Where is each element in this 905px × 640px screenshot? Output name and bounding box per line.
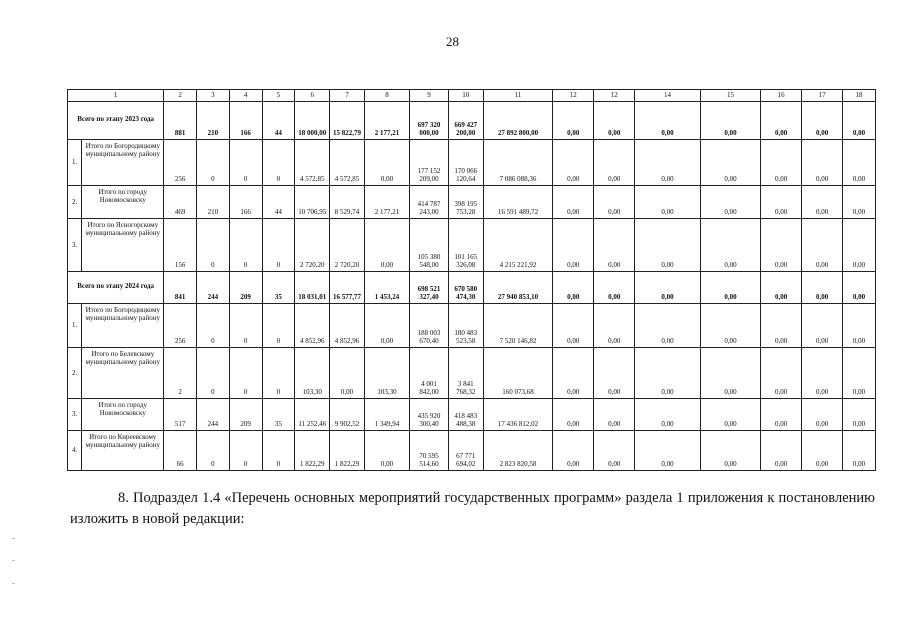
margin-mark xyxy=(12,560,15,561)
table-cell: 35 xyxy=(262,399,295,431)
table-cell: 11 252,46 xyxy=(295,399,330,431)
table-cell: 414 787 243,00 xyxy=(409,186,448,219)
margin-mark xyxy=(12,583,15,584)
table-cell: 44 xyxy=(262,186,295,219)
table-row xyxy=(68,186,876,219)
table-cell: 0,00 xyxy=(635,348,701,399)
table-cell: 0,00 xyxy=(700,272,760,304)
table-cell: 0,00 xyxy=(802,219,843,272)
table-cell: 27 940 853,10 xyxy=(483,272,553,304)
table-cell: 0,00 xyxy=(843,348,876,399)
column-header: 16 xyxy=(761,90,802,102)
table-cell: 4 001 842,00 xyxy=(409,348,448,399)
table-cell: 7 086 088,36 xyxy=(483,140,553,186)
table-cell: 101 165 326,08 xyxy=(448,219,483,272)
table-cell: 103,30 xyxy=(295,348,330,399)
table-cell: 0,00 xyxy=(594,304,635,348)
table-cell: 0,00 xyxy=(635,272,701,304)
table-cell: 244 xyxy=(197,399,230,431)
table-cell: 0,00 xyxy=(802,140,843,186)
column-header: 12 xyxy=(553,90,594,102)
row-name: Всего по этапу 2024 года xyxy=(68,272,164,304)
table-cell: 697 320 000,00 xyxy=(409,102,448,140)
table-cell: 1 822,29 xyxy=(330,431,365,471)
table-cell: 1 349,94 xyxy=(364,399,409,431)
table-cell: 0 xyxy=(229,140,262,186)
column-header: 18 xyxy=(843,90,876,102)
margin-mark xyxy=(12,538,15,539)
total-row xyxy=(68,102,876,140)
table-cell: 177 152 209,00 xyxy=(409,140,448,186)
table-cell: 0,00 xyxy=(594,399,635,431)
table-cell: 0,00 xyxy=(635,399,701,431)
page-number: 28 xyxy=(446,34,459,49)
table-row xyxy=(68,399,876,431)
table-cell: 0,00 xyxy=(802,399,843,431)
table-cell: 8 529,74 xyxy=(330,186,365,219)
table-cell: 0,00 xyxy=(761,272,802,304)
table-cell: 0,00 xyxy=(761,304,802,348)
table-cell: 7 520 146,82 xyxy=(483,304,553,348)
table-cell: 0,00 xyxy=(700,304,760,348)
column-header: 17 xyxy=(802,90,843,102)
table-cell: 0,00 xyxy=(635,186,701,219)
table-cell: 4 572,85 xyxy=(330,140,365,186)
table-cell: 0,00 xyxy=(700,219,760,272)
table-cell: 0 xyxy=(229,348,262,399)
table-cell: 0,00 xyxy=(843,399,876,431)
row-number: 1. xyxy=(68,304,82,348)
table-cell: 160 073,68 xyxy=(483,348,553,399)
table-cell: 0,00 xyxy=(553,304,594,348)
table-row xyxy=(68,431,876,471)
table-cell: 0,00 xyxy=(594,186,635,219)
row-number: 2. xyxy=(68,186,82,219)
table-cell: 0 xyxy=(197,431,230,471)
table-cell: 517 xyxy=(164,399,197,431)
table-cell: 0,00 xyxy=(761,140,802,186)
table-cell: 188 003 670,40 xyxy=(409,304,448,348)
table-cell: 0 xyxy=(262,140,295,186)
table-cell: 1 822,29 xyxy=(295,431,330,471)
table-cell: 0,00 xyxy=(594,140,635,186)
table-cell: 10 706,95 xyxy=(295,186,330,219)
table-cell: 0 xyxy=(197,304,230,348)
table-cell: 0,00 xyxy=(553,219,594,272)
table-cell: 2 xyxy=(164,348,197,399)
table-cell: 2 177,21 xyxy=(364,186,409,219)
table-cell: 0 xyxy=(197,140,230,186)
table-cell: 0,00 xyxy=(843,186,876,219)
row-number: 1. xyxy=(68,140,82,186)
column-header: 1 xyxy=(68,90,164,102)
table-cell: 0 xyxy=(262,219,295,272)
table-cell: 0,00 xyxy=(761,399,802,431)
table-cell: 2 720,20 xyxy=(330,219,365,272)
table-cell: 70 595 514,60 xyxy=(409,431,448,471)
table-cell: 105 380 548,00 xyxy=(409,219,448,272)
table-cell: 18 031,01 xyxy=(295,272,330,304)
table-cell: 0,00 xyxy=(802,102,843,140)
table-cell: 256 xyxy=(164,304,197,348)
table-cell: 256 xyxy=(164,140,197,186)
table-cell: 2 720,20 xyxy=(295,219,330,272)
table-cell: 0,00 xyxy=(700,348,760,399)
table-cell: 0,00 xyxy=(843,272,876,304)
column-header: 9 xyxy=(409,90,448,102)
row-name: Итого по городу Новомосковску xyxy=(82,399,164,431)
total-row xyxy=(68,272,876,304)
column-header: 5 xyxy=(262,90,295,102)
row-name: Всего по этапу 2023 года xyxy=(68,102,164,140)
row-number: 3. xyxy=(68,219,82,272)
table-cell: 0,00 xyxy=(553,348,594,399)
table-cell: 841 xyxy=(164,272,197,304)
table-cell: 0,00 xyxy=(843,102,876,140)
table-cell: 16 577,77 xyxy=(330,272,365,304)
table-cell: 0 xyxy=(262,348,295,399)
row-name: Итого по Киреевскому муниципальному району xyxy=(82,431,164,471)
column-header: 8 xyxy=(364,90,409,102)
table-cell: 2 823 820,58 xyxy=(483,431,553,471)
table-cell: 0 xyxy=(229,304,262,348)
table-cell: 209 xyxy=(229,399,262,431)
table-cell: 44 xyxy=(262,102,295,140)
table-cell: 0,00 xyxy=(761,219,802,272)
row-name: Итого по городу Новомосковску xyxy=(82,186,164,219)
row-number: 2. xyxy=(68,348,82,399)
row-name: Итого по Белевскому муниципальному району xyxy=(82,348,164,399)
table-cell: 3 841 768,32 xyxy=(448,348,483,399)
table-cell: 0,00 xyxy=(843,431,876,471)
column-header: 11 xyxy=(483,90,553,102)
table-cell: 0,00 xyxy=(761,348,802,399)
table-cell: 0,00 xyxy=(594,219,635,272)
table-cell: 0,00 xyxy=(843,219,876,272)
table-cell: 0 xyxy=(229,219,262,272)
table-cell: 4 852,96 xyxy=(295,304,330,348)
table-cell: 670 580 474,30 xyxy=(448,272,483,304)
row-number: 3. xyxy=(68,399,82,431)
table-cell: 244 xyxy=(197,272,230,304)
table-cell: 881 xyxy=(164,102,197,140)
body-paragraph: 8. Подраздел 1.4 «Перечень основных мероприятий государственных программ» раздела 1 приложения к постановлению изложить в новой редакции: xyxy=(70,490,875,527)
table-cell: 166 xyxy=(229,186,262,219)
table-cell: 18 000,00 xyxy=(295,102,330,140)
table-cell: 156 xyxy=(164,219,197,272)
column-header: 4 xyxy=(229,90,262,102)
table-cell: 35 xyxy=(262,272,295,304)
table-cell: 27 892 800,00 xyxy=(483,102,553,140)
table-cell: 435 920 300,40 xyxy=(409,399,448,431)
table-cell: 0,00 xyxy=(761,431,802,471)
table-header-row xyxy=(68,90,876,102)
table-cell: 0,00 xyxy=(594,348,635,399)
table-cell: 0,00 xyxy=(700,140,760,186)
table-cell: 0,00 xyxy=(594,102,635,140)
table-cell: 0,00 xyxy=(594,272,635,304)
table-cell: 0,00 xyxy=(843,140,876,186)
table-cell: 15 822,79 xyxy=(330,102,365,140)
table-cell: 0,00 xyxy=(700,431,760,471)
table-cell: 0,00 xyxy=(594,431,635,471)
table-cell: 398 195 753,28 xyxy=(448,186,483,219)
table-row xyxy=(68,348,876,399)
table-cell: 4 215 221,92 xyxy=(483,219,553,272)
table-cell: 0,00 xyxy=(843,304,876,348)
table-cell: 0,00 xyxy=(364,219,409,272)
table-cell: 0,00 xyxy=(761,186,802,219)
column-header: 3 xyxy=(197,90,230,102)
table-cell: 0,00 xyxy=(330,348,365,399)
table-cell: 0,00 xyxy=(364,431,409,471)
table-cell: 418 483 488,38 xyxy=(448,399,483,431)
table-cell: 166 xyxy=(229,102,262,140)
table-cell: 669 427 200,00 xyxy=(448,102,483,140)
table-cell: 0 xyxy=(229,431,262,471)
table-cell: 9 902,52 xyxy=(330,399,365,431)
column-header: 10 xyxy=(448,90,483,102)
row-name: Итого по Ясногорскому муниципальному району xyxy=(82,219,164,272)
table-cell: 0,00 xyxy=(364,304,409,348)
table-cell: 4 852,96 xyxy=(330,304,365,348)
column-header: 2 xyxy=(164,90,197,102)
table-cell: 0,00 xyxy=(635,219,701,272)
row-name: Итого по Богородицкому муниципальному району xyxy=(82,140,164,186)
table-cell: 0,00 xyxy=(553,140,594,186)
table-cell: 2 177,21 xyxy=(364,102,409,140)
table-cell: 0,00 xyxy=(802,348,843,399)
table-cell: 0,00 xyxy=(553,399,594,431)
table-cell: 103,30 xyxy=(364,348,409,399)
table-cell: 1 453,24 xyxy=(364,272,409,304)
table-cell: 17 436 812,02 xyxy=(483,399,553,431)
column-header: 12 xyxy=(594,90,635,102)
table-cell: 0,00 xyxy=(553,102,594,140)
table-cell: 0 xyxy=(262,304,295,348)
table-cell: 210 xyxy=(197,102,230,140)
column-header: 7 xyxy=(330,90,365,102)
table-cell: 0,00 xyxy=(700,399,760,431)
table-cell: 209 xyxy=(229,272,262,304)
table-cell: 0,00 xyxy=(761,102,802,140)
table-cell: 4 572,85 xyxy=(295,140,330,186)
table-cell: 67 771 694,02 xyxy=(448,431,483,471)
row-number: 4. xyxy=(68,431,82,471)
row-name: Итого по Богородицкому муниципальному району xyxy=(82,304,164,348)
table-row xyxy=(68,219,876,272)
table-cell: 0,00 xyxy=(700,102,760,140)
data-table xyxy=(67,89,876,471)
table-cell: 698 521 327,40 xyxy=(409,272,448,304)
table-cell: 0 xyxy=(262,431,295,471)
table-cell: 0,00 xyxy=(553,272,594,304)
table-cell: 16 591 489,72 xyxy=(483,186,553,219)
table-cell: 0 xyxy=(197,348,230,399)
column-header: 15 xyxy=(700,90,760,102)
table-cell: 0,00 xyxy=(802,272,843,304)
table-cell: 0,00 xyxy=(553,431,594,471)
table-row xyxy=(68,304,876,348)
table-cell: 210 xyxy=(197,186,230,219)
table-cell: 66 xyxy=(164,431,197,471)
table-cell: 0 xyxy=(197,219,230,272)
column-header: 14 xyxy=(635,90,701,102)
table-cell: 0,00 xyxy=(635,140,701,186)
table-cell: 0,00 xyxy=(635,304,701,348)
table-cell: 0,00 xyxy=(802,186,843,219)
table-cell: 170 066 120,64 xyxy=(448,140,483,186)
table-cell: 0,00 xyxy=(802,304,843,348)
table-cell: 0,00 xyxy=(635,431,701,471)
table-row xyxy=(68,140,876,186)
table-body xyxy=(68,90,876,471)
table-cell: 0,00 xyxy=(700,186,760,219)
table-cell: 0,00 xyxy=(802,431,843,471)
table-cell: 180 483 523,58 xyxy=(448,304,483,348)
column-header: 6 xyxy=(295,90,330,102)
table-cell: 0,00 xyxy=(553,186,594,219)
table-cell: 469 xyxy=(164,186,197,219)
table-cell: 0,00 xyxy=(635,102,701,140)
table-cell: 0,00 xyxy=(364,140,409,186)
